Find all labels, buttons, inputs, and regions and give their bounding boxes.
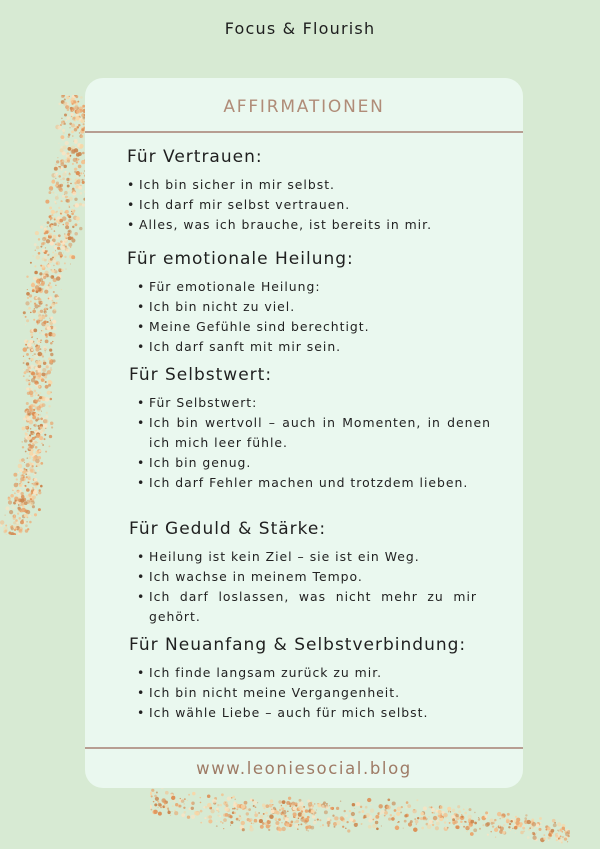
- affirmation-list: [127, 175, 497, 235]
- list-item: • Ich bin genug.: [137, 453, 491, 473]
- list-item: • Ich darf mir selbst vertrauen.: [127, 195, 497, 215]
- list-item: • Ich bin sicher in mir selbst.: [127, 175, 497, 195]
- title-divider: [85, 131, 523, 133]
- list-item: • Ich wähle Liebe – auch für mich selbst.: [137, 703, 509, 723]
- list-item: • Ich wachse in meinem Tempo.: [137, 567, 477, 587]
- list-item: • Ich darf Fehler machen und trotzdem lieben.: [137, 473, 491, 493]
- list-item: • Heilung ist kein Ziel – sie ist ein Weg.: [137, 547, 477, 567]
- affirmation-list: [129, 663, 509, 723]
- gold-glitter-brushstroke-left: [0, 95, 95, 535]
- section-geduld-staerke: [129, 519, 499, 627]
- list-item: • Für Selbstwert:: [137, 393, 491, 413]
- affirmation-list: [127, 277, 497, 357]
- list-item: • Für emotionale Heilung:: [137, 277, 497, 297]
- section-heading: Für Vertrauen:: [127, 147, 263, 167]
- list-item: • Ich finde langsam zurück zu mir.: [137, 663, 509, 683]
- list-item: • Meine Gefühle sind berechtigt.: [137, 317, 497, 337]
- footer-divider: [85, 747, 523, 749]
- brand-title: Focus & Flourish: [224, 19, 376, 38]
- section-heading: Für Neuanfang & Selbstverbindung:: [129, 635, 467, 655]
- affirmation-list: [129, 393, 491, 493]
- section-selbstwert: [129, 365, 491, 493]
- section-emotionale-heilung: [127, 249, 497, 357]
- list-item: • Ich darf loslassen, was nicht mehr zu mir gehört.: [137, 587, 477, 627]
- section-vertrauen: [127, 147, 497, 235]
- section-heading: Für Geduld & Stärke:: [129, 519, 327, 539]
- list-item: • Ich bin nicht meine Vergangenheit.: [137, 683, 509, 703]
- list-item: • Ich bin nicht zu viel.: [137, 297, 497, 317]
- gold-glitter-brushstroke-bottom: [150, 780, 570, 849]
- section-heading: Für Selbstwert:: [129, 365, 273, 385]
- section-heading: Für emotionale Heilung:: [127, 249, 354, 269]
- list-item: • Ich darf sanft mit mir sein.: [137, 337, 497, 357]
- list-item: • Ich bin wertvoll – auch in Momenten, in denen ich mich leer fühle.: [137, 413, 491, 453]
- affirmation-list: [129, 547, 477, 627]
- card-title: AFFIRMATIONEN: [223, 97, 385, 117]
- website-link[interactable]: www.leoniesocial.blog: [196, 759, 412, 778]
- section-neuanfang: [129, 635, 509, 723]
- affirmations-card: [85, 78, 523, 788]
- list-item: • Alles, was ich brauche, ist bereits in mir.: [127, 215, 497, 235]
